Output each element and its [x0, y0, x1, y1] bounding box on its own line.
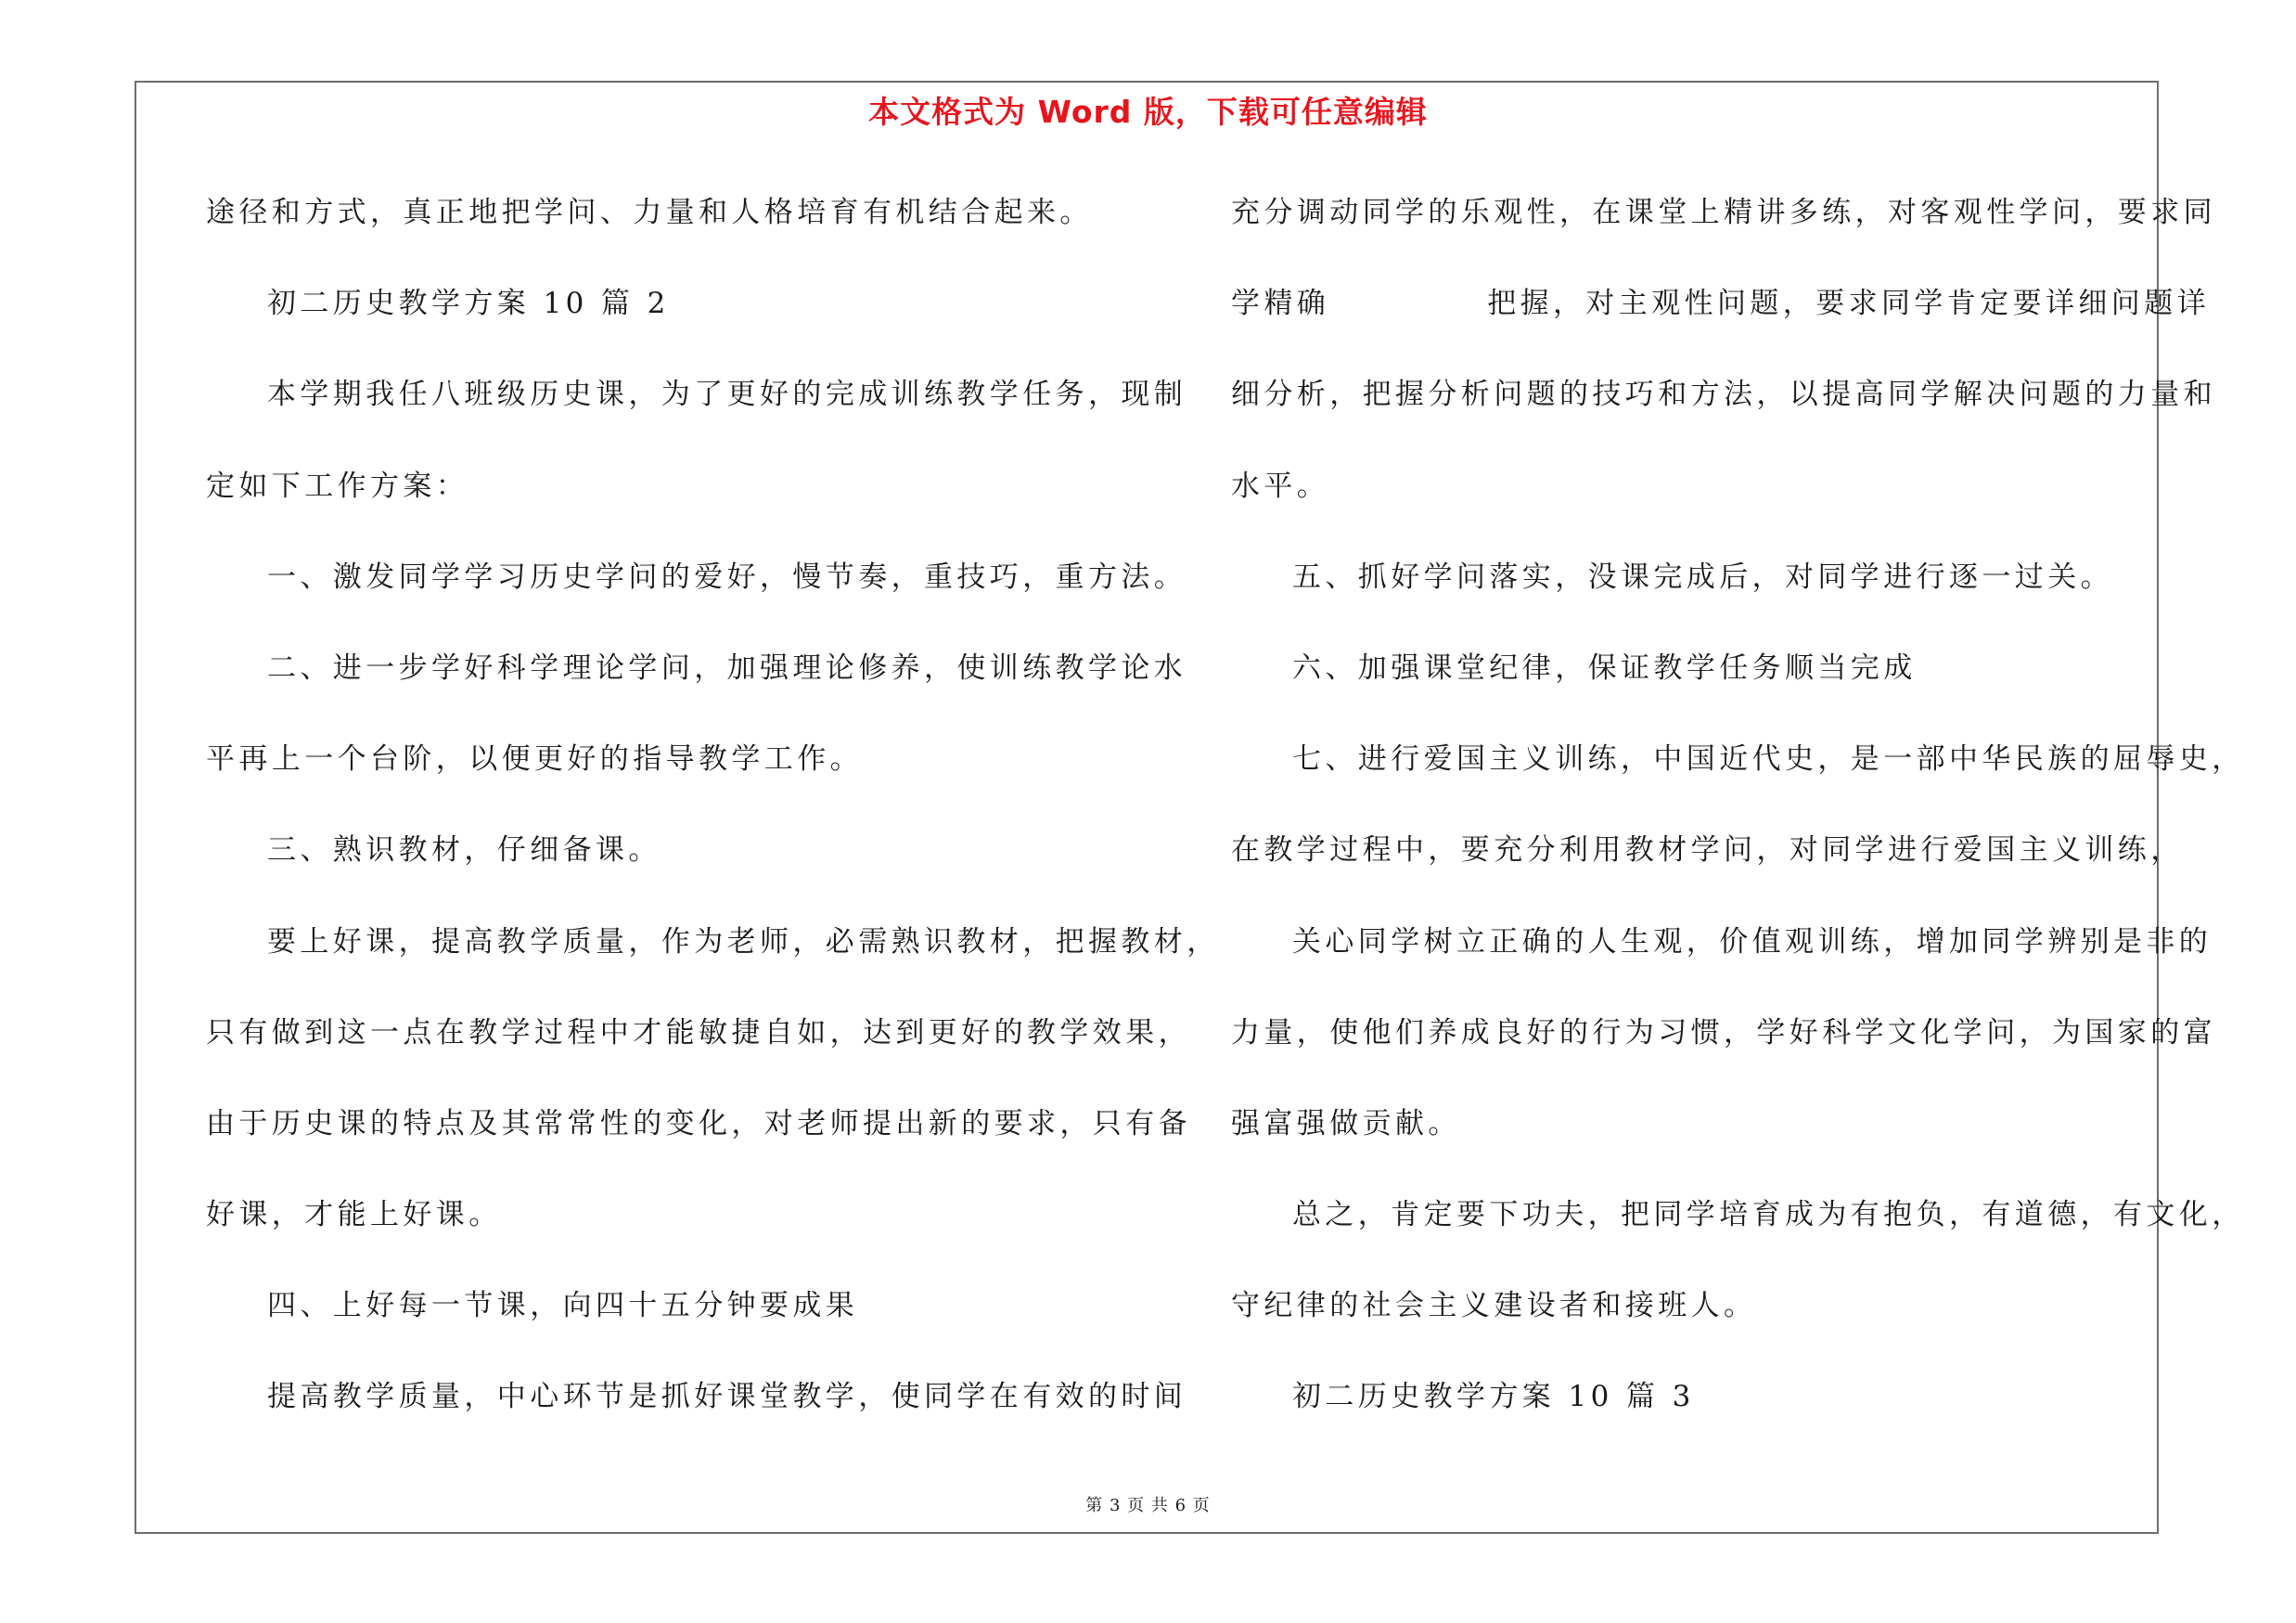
text-segment: 把握，对主观性问题，要求同学肯定要详细问题详: [1487, 287, 2211, 321]
text-line: [206, 639, 1187, 730]
text-line: [206, 821, 1143, 912]
text-line: [206, 1004, 1191, 1095]
text-segment: 学精确: [1231, 287, 1330, 321]
text-line: [1231, 913, 2213, 1004]
text-segment: 好课，才能上好课。: [206, 1198, 502, 1232]
text-line: [1231, 821, 2184, 912]
text-segment: 力量，使他们养成良好的行为习惯，学好科学文化学问，为国家的富: [1231, 1015, 2216, 1050]
text-segment: 一、激发同学学习历史学问的爱好，慢节奏，重技巧，重方法。: [267, 560, 1187, 594]
text-segment: 强富强做贡献。: [1231, 1106, 1461, 1140]
text-segment: 五、抓好学问落实，没课完成后，对同学进行逐一过关。: [1292, 560, 2113, 594]
text-line: [206, 1186, 1143, 1277]
text-line: [1231, 366, 2216, 457]
text-line: [1231, 1095, 2163, 1186]
text-line: [1231, 457, 2163, 548]
text-segment: 充分调动同学的乐观性，在课堂上精讲多练，对客观性学问，要求同: [1231, 196, 2216, 229]
text-line: [1231, 730, 2245, 821]
text-segment: 总之，肯定要下功夫，把同学培育成为有抱负，有道德，有文化，: [1292, 1198, 2245, 1232]
text-line: [206, 366, 1187, 457]
text-line: [206, 913, 1220, 1004]
text-segment: 平再上一个台阶，以便更好的指导教学工作。: [206, 742, 863, 777]
text-segment: 由于历史课的特点及其常常性的变化，对老师提出新的要求，只有备: [206, 1106, 1191, 1140]
text-segment: 三、熟识教材，仔细备课。: [267, 833, 661, 868]
text-line: [1231, 1004, 2216, 1095]
format-banner: 本文格式为 Word 版，下载可任意编辑: [868, 94, 1428, 130]
text-line: [1231, 1186, 2245, 1277]
text-line: [206, 730, 1143, 821]
text-segment: 提高教学质量，中心环节是抓好课堂教学，使同学在有效的时间: [267, 1380, 1187, 1414]
text-segment: 在教学过程中，要充分利用教材学问，对同学进行爱国主义训练，: [1231, 833, 2184, 868]
text-segment: 关心同学树立正确的人生观，价值观训练，增加同学辨别是非的: [1292, 924, 2213, 959]
text-segment: 四、上好每一节课，向四十五分钟要成果: [267, 1289, 859, 1323]
left-column: [206, 184, 1220, 1460]
text-segment: 途径和方式，真正地把学问、力量和人格培育有机结合起来。: [206, 196, 1093, 229]
text-line: [206, 1277, 1143, 1368]
page-number-footer: 第 3 页 共 6 页: [1085, 1496, 1211, 1515]
text-segment: 初二历史教学方案 10 篇 2: [267, 287, 670, 321]
text-segment: 要上好课，提高教学质量，作为老师，必需熟识教材，把握教材，: [267, 924, 1220, 959]
text-segment: 水平。: [1231, 469, 1330, 503]
text-segment: 六、加强课堂纪律，保证教学任务顺当完成: [1292, 650, 1917, 685]
text-segment: 定如下工作方案：: [206, 469, 469, 503]
text-line: [206, 548, 1187, 639]
text-line: [1231, 548, 2163, 639]
text-line: [1231, 275, 2211, 366]
text-segment: 守纪律的社会主义建设者和接班人。: [1231, 1289, 1757, 1323]
text-line: [1231, 1368, 2163, 1459]
right-column: [1231, 184, 2245, 1460]
text-line: [1231, 184, 2216, 275]
text-line: [206, 275, 1143, 366]
text-line: [206, 184, 1143, 275]
text-line: [206, 1095, 1191, 1186]
text-line: [206, 1368, 1187, 1459]
text-line: [1231, 639, 2163, 730]
text-segment: 本学期我任八班级历史课，为了更好的完成训练教学任务，现制: [267, 378, 1187, 412]
text-segment: 初二历史教学方案 10 篇 3: [1292, 1380, 1695, 1414]
text-segment: 二、进一步学好科学理论学问，加强理论修养，使训练教学论水: [267, 650, 1187, 685]
text-segment: 细分析，把握分析问题的技巧和方法，以提高同学解决问题的力量和: [1231, 378, 2216, 412]
text-segment: 只有做到这一点在教学过程中才能敏捷自如，达到更好的教学效果，: [206, 1015, 1191, 1050]
text-line: [1231, 1277, 2163, 1368]
text-line: [206, 457, 1143, 548]
text-segment: 七、进行爱国主义训练，中国近代史，是一部中华民族的屈辱史，: [1292, 742, 2245, 777]
